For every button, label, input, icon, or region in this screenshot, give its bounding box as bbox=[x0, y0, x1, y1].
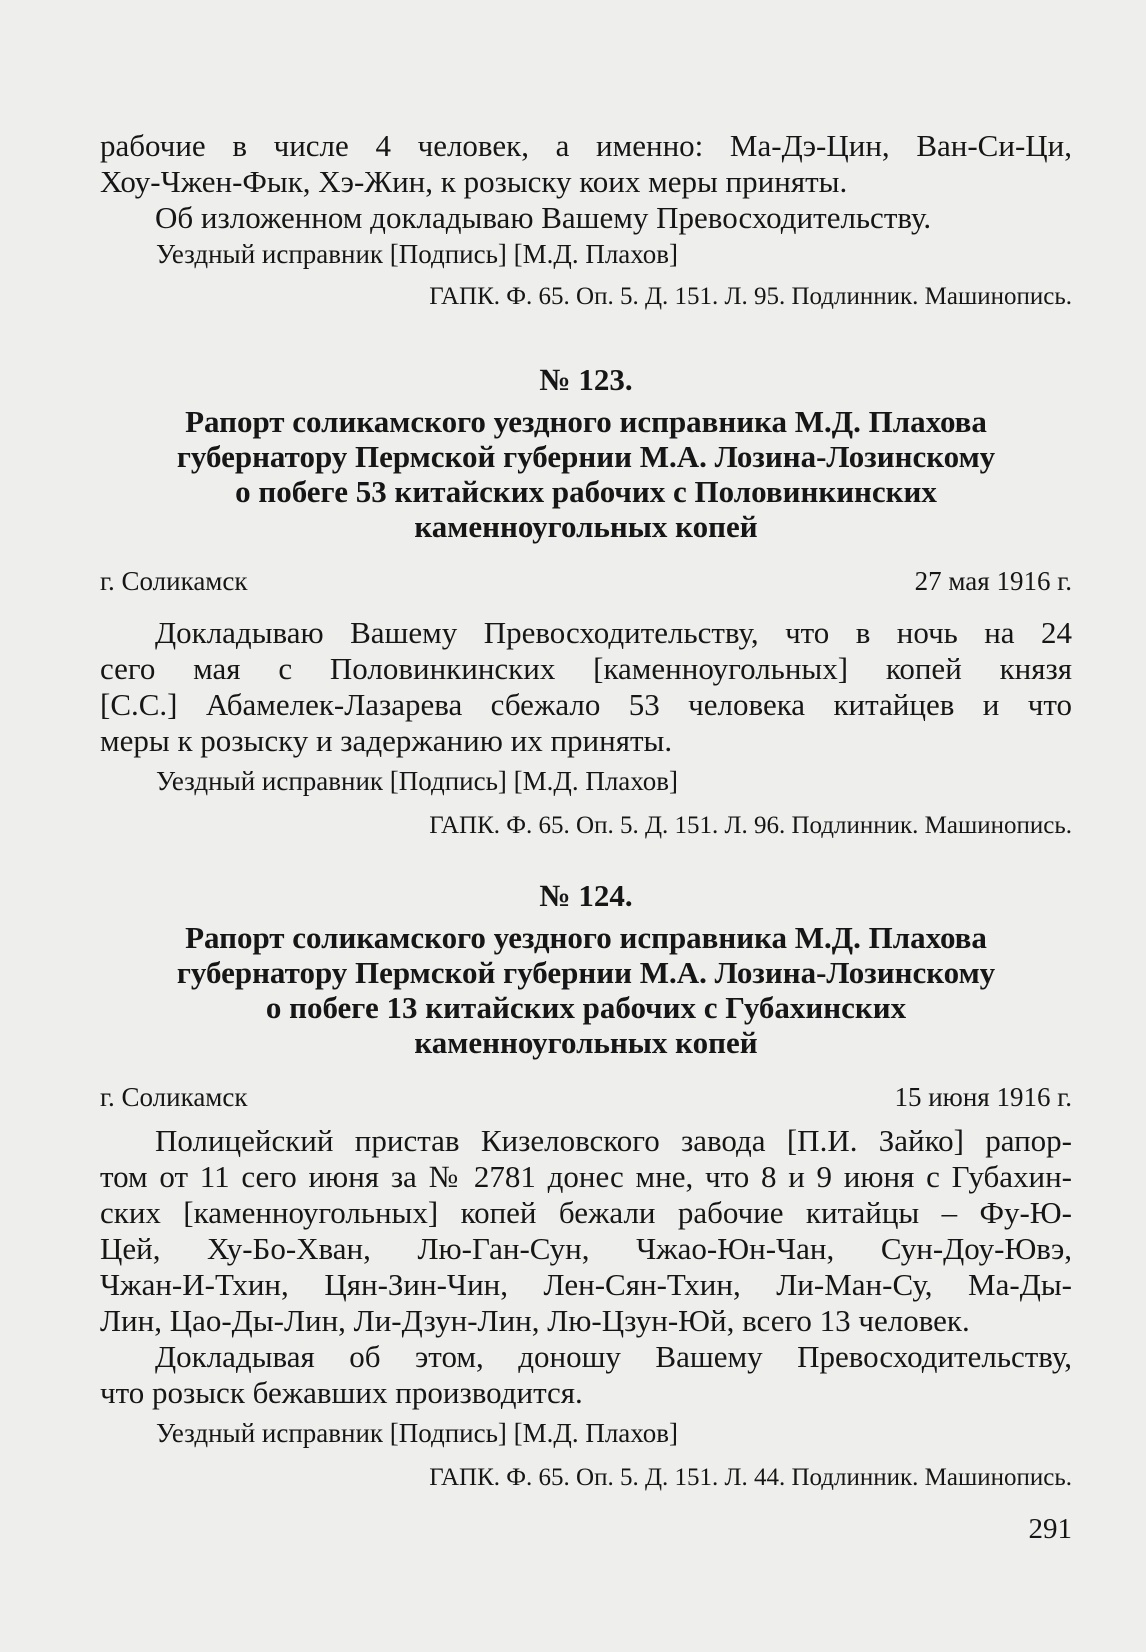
previous-document-ending bbox=[100, 128, 1072, 314]
text-line: Полицейский пристав Кизеловского завода [П.И. Зайко] рапор- bbox=[155, 1123, 1072, 1158]
archive-reference: ГАПК. Ф. 65. Оп. 5. Д. 151. Л. 95. Подлинник. Машинопись. bbox=[429, 283, 1072, 310]
title-line: губернатору Пермской губернии М.А. Лозина-Лозинскому bbox=[176, 955, 996, 990]
text-line: Лин, Цао-Ды-Лин, Ли-Дзун-Лин, Лю-Цзун-Юй, всего 13 человек. bbox=[100, 1303, 970, 1338]
title-line: губернатору Пермской губернии М.А. Лозина-Лозинскому bbox=[176, 439, 996, 474]
document-date: 15 июня 1916 г. bbox=[894, 1082, 1072, 1112]
text-line: Докладывая об этом, доношу Вашему Превосходительству, bbox=[155, 1339, 1072, 1374]
text-line: рабочие в числе 4 человек, а именно: Ма-Дэ-Цин, Ван-Си-Ци, bbox=[100, 128, 1072, 163]
page-number: 291 bbox=[1028, 1513, 1072, 1545]
signature-line: Уездный исправник [Подпись] [М.Д. Плахов] bbox=[156, 766, 678, 796]
document-title bbox=[100, 404, 1072, 544]
signature-line: Уездный исправник [Подпись] [М.Д. Плахов] bbox=[156, 1418, 678, 1448]
closing-sentence: Об изложенном докладываю Вашему Превосходительству. bbox=[155, 200, 932, 235]
title-line: о побеге 53 китайских рабочих с Половинкинских bbox=[235, 474, 937, 509]
text-line: меры к розыску и задержанию их приняты. bbox=[100, 723, 673, 758]
place-date-row bbox=[100, 564, 1072, 598]
text-line: Докладываю Вашему Превосходительству, что в ночь на 24 bbox=[155, 615, 1072, 650]
document-place: г. Соликамск bbox=[100, 566, 248, 596]
document-124 bbox=[100, 878, 1072, 1060]
text-line: Хоу-Чжен-Фык, Хэ-Жин, к розыску коих меры приняты. bbox=[100, 164, 848, 199]
signature-line: Уездный исправник [Подпись] [М.Д. Плахов] bbox=[156, 239, 678, 269]
document-date: 27 мая 1916 г. bbox=[914, 566, 1072, 596]
text-line: сего мая с Половинкинских [каменноугольных] копей князя bbox=[100, 651, 1072, 686]
document-body bbox=[100, 615, 1072, 843]
text-line: ских [каменноугольных] копей бежали рабочие китайцы – Фу-Ю- bbox=[100, 1195, 1072, 1230]
text-line: что розыск бежавших производится. bbox=[100, 1375, 583, 1410]
text-line: Чжан-И-Тхин, Цян-Зин-Чин, Лен-Сян-Тхин, Ли-Ман-Су, Ма-Ды- bbox=[100, 1267, 1072, 1302]
text-line: Цей, Ху-Бо-Хван, Лю-Ган-Сун, Чжао-Юн-Чан, Сун-Доу-Ювэ, bbox=[100, 1231, 1072, 1266]
document-number: № 124. bbox=[539, 878, 633, 913]
document-body bbox=[100, 1123, 1072, 1495]
title-line: о побеге 13 китайских рабочих с Губахинских bbox=[265, 990, 907, 1025]
document-123 bbox=[100, 362, 1072, 544]
archive-reference: ГАПК. Ф. 65. Оп. 5. Д. 151. Л. 96. Подлинник. Машинопись. bbox=[429, 812, 1072, 839]
title-line: каменноугольных копей bbox=[414, 1025, 758, 1060]
text-line: том от 11 сего июня за № 2781 донес мне, что 8 и 9 июня с Губахин- bbox=[100, 1159, 1072, 1194]
text-line: [С.С.] Абамелек-Лазарева сбежало 53 человека китайцев и что bbox=[100, 687, 1072, 722]
title-line: Рапорт соликамского уездного исправника М.Д. Плахова bbox=[185, 404, 987, 439]
place-date-row bbox=[100, 1080, 1072, 1114]
archive-reference: ГАПК. Ф. 65. Оп. 5. Д. 151. Л. 44. Подлинник. Машинопись. bbox=[429, 1464, 1072, 1491]
title-line: Рапорт соликамского уездного исправника М.Д. Плахова bbox=[185, 920, 987, 955]
document-place: г. Соликамск bbox=[100, 1082, 248, 1112]
title-line: каменноугольных копей bbox=[414, 509, 758, 544]
document-number: № 123. bbox=[539, 362, 633, 397]
document-title bbox=[100, 920, 1072, 1060]
